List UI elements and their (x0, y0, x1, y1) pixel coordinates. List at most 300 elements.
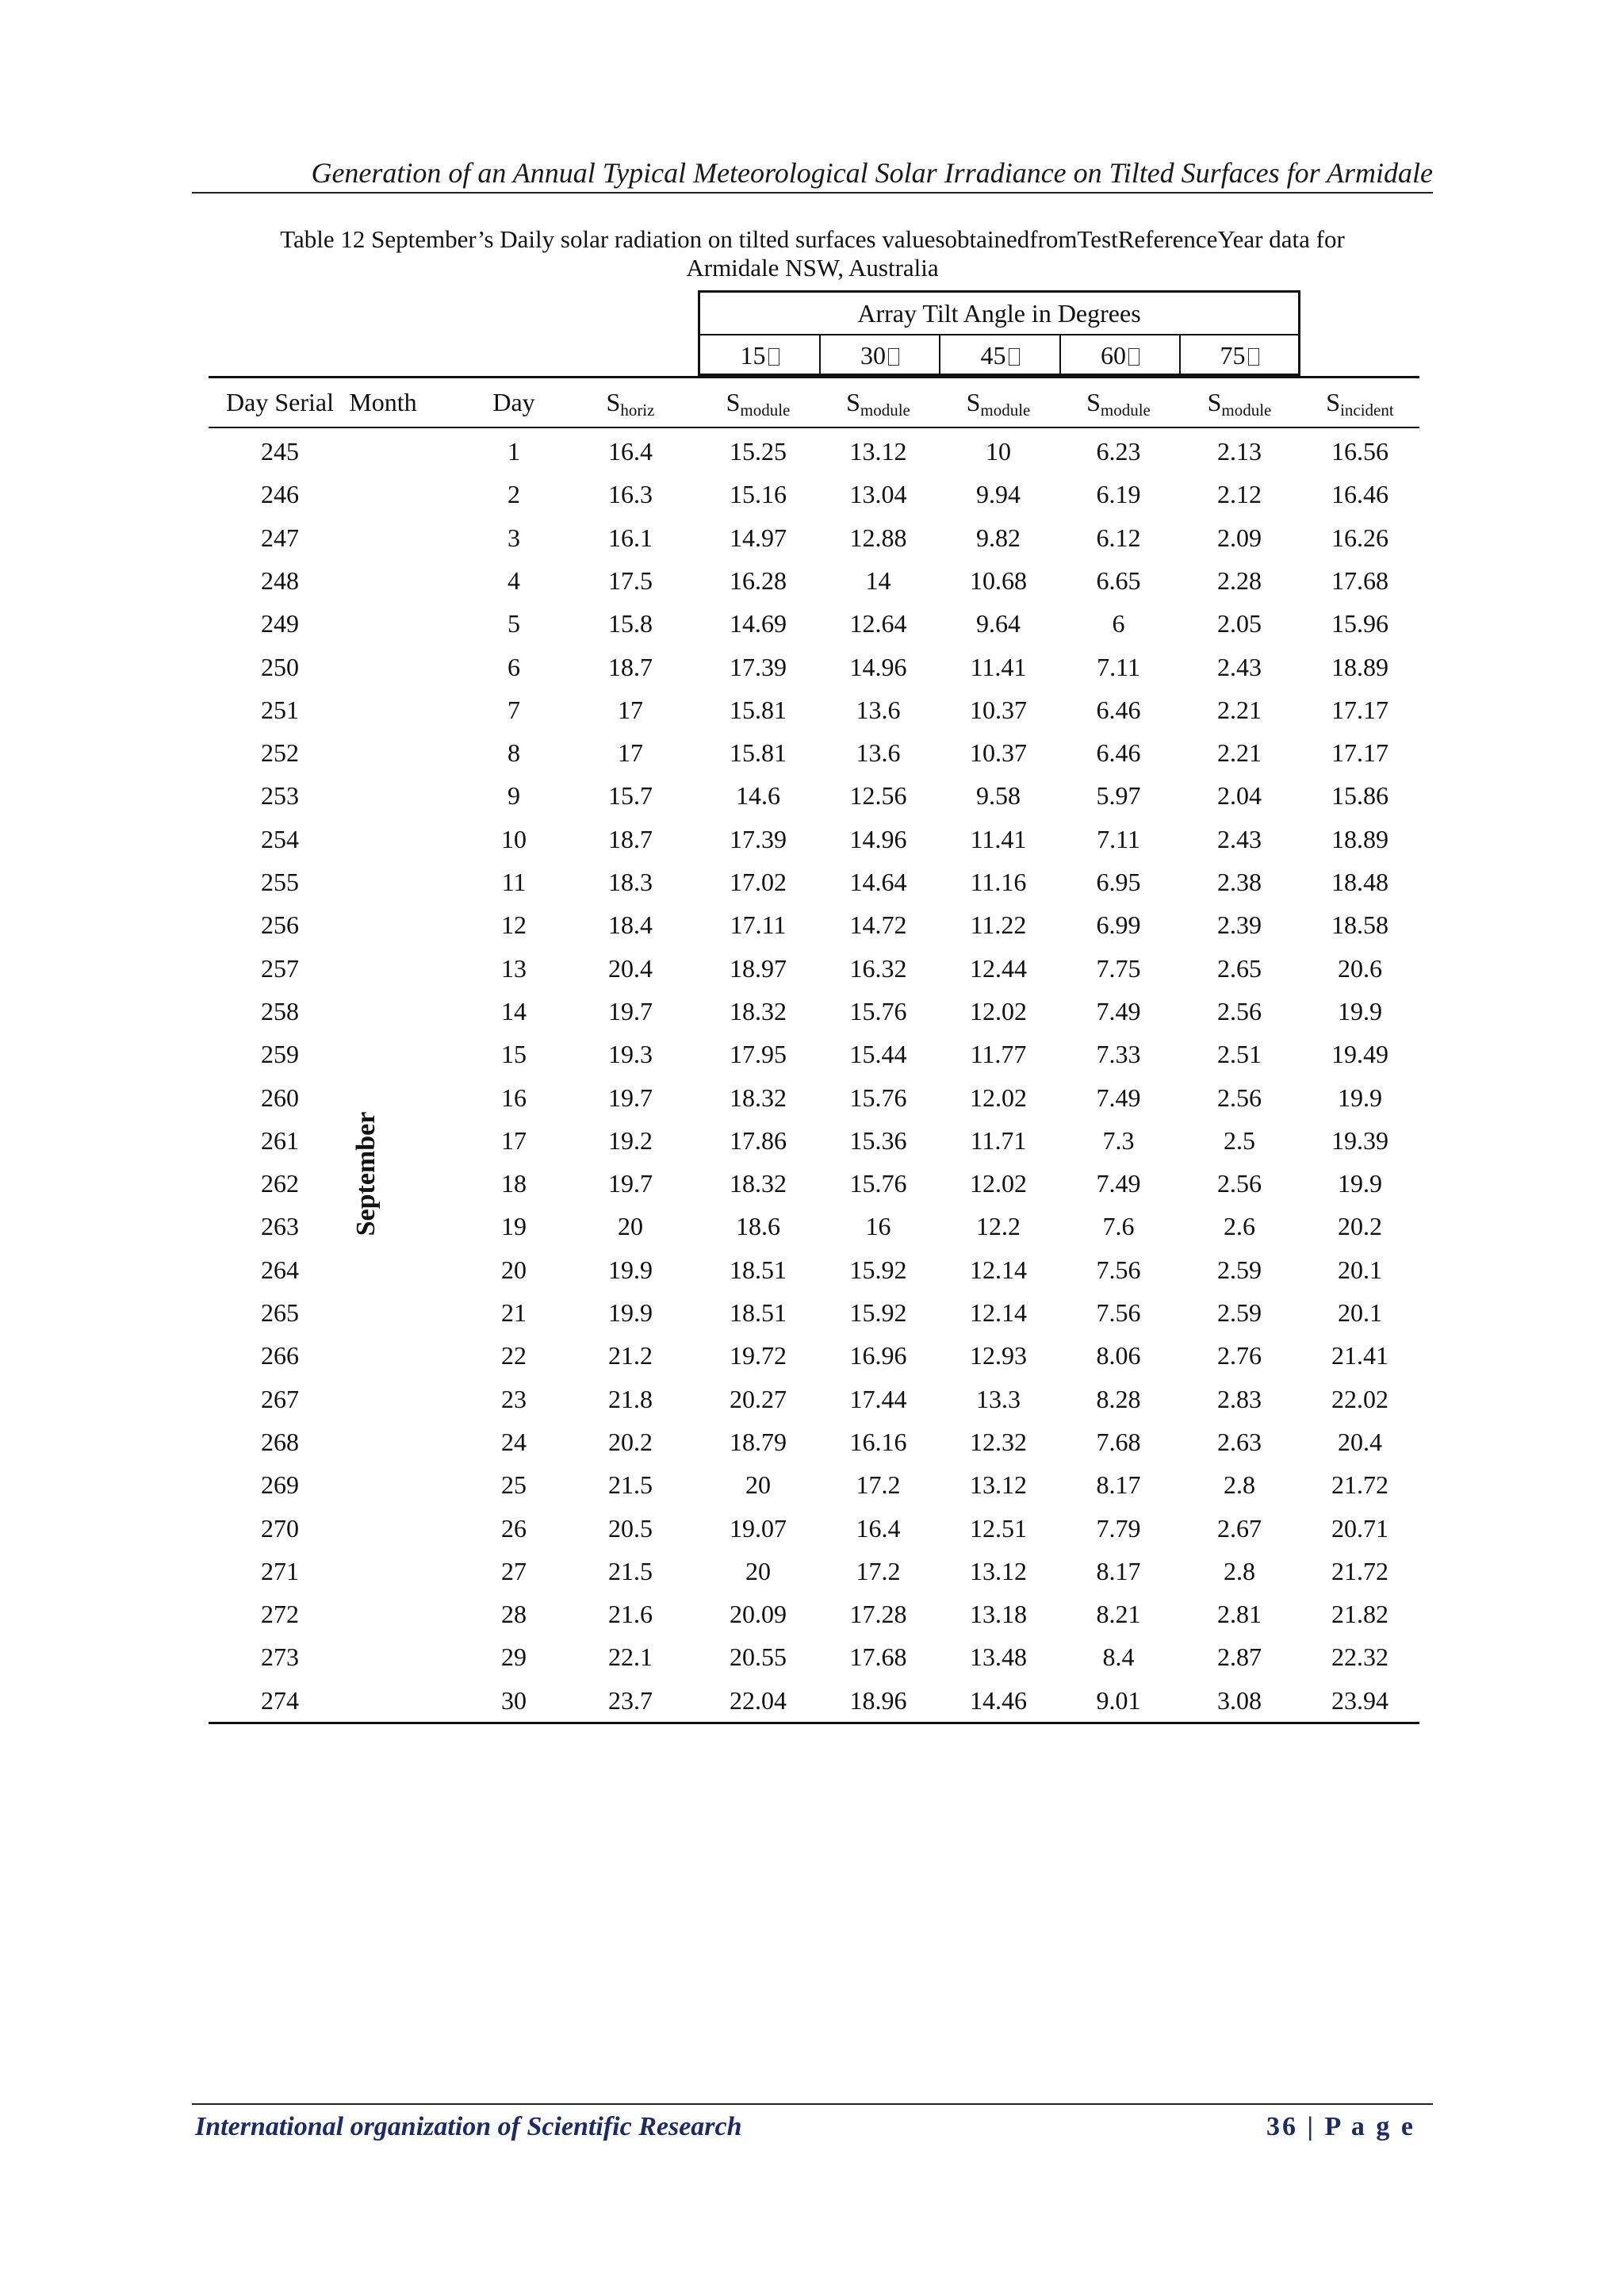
col-head-s-module-45 (938, 378, 1059, 427)
s-module-30-cell: 17.68 (849, 1642, 907, 1672)
s-module-15-cell: 20 (745, 1556, 771, 1585)
s-module-60-cell: 8.4 (1102, 1642, 1135, 1672)
day-cell: 27 (501, 1556, 527, 1585)
s-incident-cell: 20.4 (1338, 1427, 1382, 1456)
table-row (209, 1162, 1419, 1205)
footer-journal: International organization of Scientific Research (195, 2112, 742, 2141)
degree-glyph-box (1128, 348, 1139, 366)
s-module-30-cell: 15.36 (849, 1125, 907, 1155)
s-module-60-cell: 8.21 (1096, 1600, 1141, 1629)
s-module-45-cell: 13.12 (970, 1470, 1027, 1500)
s-module-75-cell: 2.59 (1217, 1255, 1262, 1284)
s-module-15-cell: 17.86 (730, 1125, 787, 1155)
day-cell: 25 (501, 1470, 527, 1500)
s-module-45-cell: 12.51 (970, 1513, 1027, 1543)
degree-glyph-box (768, 348, 779, 366)
s-horiz-cell: 19.7 (608, 1083, 653, 1112)
s-module-15-cell: 18.32 (730, 996, 787, 1025)
s-module-75-cell: 2.43 (1217, 652, 1262, 681)
degree-glyph-box (888, 348, 899, 366)
day-cell: 17 (501, 1125, 527, 1155)
s-module-60-cell: 7.33 (1096, 1040, 1141, 1069)
tilt-cell-60 (1061, 335, 1181, 376)
s-horiz-cell: 20.4 (608, 953, 653, 983)
s-module-45-cell: 13.12 (970, 1556, 1027, 1585)
col-head-s-module-75 (1178, 378, 1300, 427)
table-row (209, 646, 1419, 688)
day-cell: 14 (501, 996, 527, 1025)
day-serial-cell: 271 (261, 1556, 299, 1585)
s-incident-cell: 20.1 (1338, 1255, 1382, 1284)
tilt-cell-45 (940, 335, 1061, 376)
s-horiz-cell: 15.8 (608, 609, 653, 638)
s-subscript: module (1100, 401, 1151, 420)
s-module-15-cell: 15.16 (730, 480, 787, 509)
s-module-60-cell: 5.97 (1096, 781, 1141, 811)
s-horiz-cell: 16.3 (608, 480, 653, 509)
s-horiz-cell: 17 (618, 738, 643, 768)
s-module-75-cell: 2.13 (1217, 437, 1262, 466)
s-letter: S (1326, 388, 1341, 416)
degree-glyph-box (1009, 348, 1020, 366)
s-incident-cell: 23.94 (1331, 1685, 1388, 1715)
table-row (209, 430, 1419, 473)
s-module-15-cell: 20.55 (730, 1642, 787, 1672)
s-module-15-cell: 15.81 (730, 695, 787, 724)
s-horiz-cell: 21.5 (608, 1470, 653, 1500)
s-incident-cell: 17.17 (1331, 695, 1388, 724)
s-module-60-cell: 7.6 (1102, 1212, 1135, 1241)
s-module-45-cell: 11.71 (970, 1125, 1027, 1155)
s-module-75-cell: 2.8 (1224, 1556, 1255, 1585)
s-incident-cell: 18.89 (1331, 652, 1388, 681)
day-serial-cell: 256 (261, 910, 299, 940)
s-module-60-cell: 7.56 (1096, 1255, 1141, 1284)
s-incident-cell: 16.56 (1331, 437, 1388, 466)
table-row (209, 1205, 1419, 1248)
header-bottom-rule (209, 427, 1419, 428)
day-cell: 29 (501, 1642, 527, 1672)
s-horiz-cell: 18.7 (608, 652, 653, 681)
s-module-75-cell: 2.76 (1217, 1341, 1262, 1370)
day-cell: 5 (508, 609, 520, 638)
s-module-15-cell: 18.32 (730, 1169, 787, 1198)
s-module-45-cell: 9.58 (976, 781, 1021, 811)
s-module-45-cell: 9.94 (976, 480, 1021, 509)
s-letter: S (606, 388, 621, 416)
s-horiz-cell: 21.6 (608, 1600, 653, 1629)
s-incident-cell: 19.49 (1331, 1040, 1388, 1069)
s-module-15-cell: 18.51 (730, 1255, 787, 1284)
s-horiz-cell: 15.7 (608, 781, 653, 811)
s-module-60-cell: 7.11 (1097, 824, 1140, 853)
day-cell: 16 (501, 1083, 527, 1112)
day-cell: 4 (508, 565, 520, 595)
table-row (209, 1420, 1419, 1463)
s-module-60-cell: 8.28 (1096, 1384, 1141, 1413)
tilt-value: 30 (860, 341, 886, 370)
s-module-60-cell: 6.46 (1096, 738, 1141, 768)
s-module-45-cell: 11.41 (970, 824, 1027, 853)
s-module-75-cell: 2.5 (1224, 1125, 1255, 1155)
s-module-30-cell: 15.92 (849, 1255, 907, 1284)
s-module-15-cell: 14.97 (730, 523, 787, 552)
s-incident-cell: 20.6 (1338, 953, 1382, 983)
s-module-15-cell: 17.02 (730, 868, 787, 896)
s-incident-cell: 18.58 (1331, 910, 1388, 940)
s-letter: S (726, 388, 741, 416)
s-module-75-cell: 2.51 (1217, 1040, 1262, 1069)
table-row (209, 688, 1419, 731)
s-module-75-cell: 2.6 (1224, 1212, 1255, 1241)
day-serial-cell: 260 (261, 1083, 299, 1112)
s-module-30-cell: 12.56 (849, 781, 907, 811)
s-incident-cell: 22.02 (1331, 1384, 1388, 1413)
tilt-cell-75 (1181, 335, 1298, 376)
s-incident-cell: 19.9 (1338, 1169, 1382, 1198)
day-serial-cell: 273 (261, 1642, 299, 1672)
s-module-60-cell: 6.23 (1096, 437, 1141, 466)
s-module-15-cell: 15.25 (730, 437, 787, 466)
s-horiz-cell: 20.2 (608, 1427, 653, 1456)
s-letter: S (846, 388, 860, 416)
s-module-45-cell: 10.37 (970, 695, 1027, 724)
table-caption (192, 225, 1433, 282)
day-cell: 9 (508, 781, 520, 811)
s-module-60-cell: 6.19 (1096, 480, 1141, 509)
tilt-value: 75 (1220, 341, 1246, 370)
s-module-15-cell: 17.39 (730, 824, 787, 853)
s-incident-cell: 21.72 (1331, 1556, 1388, 1585)
s-module-45-cell: 11.77 (970, 1040, 1027, 1069)
table-row (209, 903, 1419, 946)
s-horiz-cell: 21.2 (608, 1341, 653, 1370)
day-serial-cell: 255 (261, 868, 299, 896)
day-serial-cell: 268 (261, 1427, 299, 1456)
s-module-45-cell: 12.2 (976, 1212, 1021, 1241)
day-cell: 2 (508, 480, 520, 509)
s-module-45-cell: 13.18 (970, 1600, 1027, 1629)
s-module-15-cell: 18.6 (736, 1212, 780, 1241)
caption-line-2: Armidale NSW, Australia (686, 254, 939, 282)
s-module-15-cell: 20.27 (730, 1384, 787, 1413)
s-module-30-cell: 17.2 (856, 1556, 901, 1585)
s-module-60-cell: 7.68 (1096, 1427, 1141, 1456)
s-module-45-cell: 10.68 (970, 565, 1027, 595)
s-horiz-cell: 19.3 (608, 1040, 653, 1069)
day-cell: 21 (501, 1298, 527, 1327)
s-module-75-cell: 2.12 (1217, 480, 1262, 509)
s-horiz-cell: 19.9 (608, 1255, 653, 1284)
s-module-60-cell: 6.46 (1096, 695, 1141, 724)
s-module-30-cell: 15.76 (849, 1169, 907, 1198)
s-module-30-cell: 15.92 (849, 1298, 907, 1327)
day-serial-cell: 258 (261, 996, 299, 1025)
s-module-15-cell: 14.69 (730, 609, 787, 638)
table-row (209, 1248, 1419, 1291)
running-header: Generation of an Annual Typical Meteorological Solar Irradiance on Tilted Surfaces for Armidale (311, 157, 1433, 189)
s-module-30-cell: 13.6 (856, 738, 901, 768)
degree-glyph-box (1248, 348, 1259, 366)
table-row (209, 861, 1419, 903)
day-serial-cell: 249 (261, 609, 299, 638)
day-cell: 3 (508, 523, 520, 552)
tilt-value: 60 (1101, 341, 1126, 370)
s-incident-cell: 21.72 (1331, 1470, 1388, 1500)
tilt-cell-30 (821, 335, 940, 376)
s-module-60-cell: 6.99 (1096, 910, 1141, 940)
s-module-60-cell: 7.56 (1096, 1298, 1141, 1327)
s-module-60-cell: 6 (1112, 609, 1125, 638)
s-incident-cell: 18.48 (1331, 868, 1388, 896)
s-module-30-cell: 16.32 (849, 953, 907, 983)
s-module-15-cell: 15.81 (730, 738, 787, 768)
s-module-60-cell: 7.49 (1096, 1083, 1141, 1112)
s-module-30-cell: 16.96 (849, 1341, 907, 1370)
day-serial-cell: 261 (261, 1125, 299, 1155)
s-subscript: incident (1340, 401, 1394, 420)
s-module-15-cell: 20.09 (730, 1600, 787, 1629)
s-module-45-cell: 11.41 (970, 652, 1027, 681)
s-horiz-cell: 16.1 (608, 523, 653, 552)
s-module-60-cell: 8.06 (1096, 1341, 1141, 1370)
day-serial-cell: 250 (261, 652, 299, 681)
s-incident-cell: 19.39 (1331, 1125, 1388, 1155)
col-head-day: Day (492, 388, 535, 416)
s-horiz-cell: 21.5 (608, 1556, 653, 1585)
day-cell: 7 (508, 695, 520, 724)
s-incident-cell: 19.9 (1338, 996, 1382, 1025)
s-module-30-cell: 14.96 (849, 652, 907, 681)
s-module-45-cell: 13.3 (976, 1384, 1021, 1413)
s-module-75-cell: 2.63 (1217, 1427, 1262, 1456)
table-row (209, 990, 1419, 1033)
s-module-75-cell: 2.39 (1217, 910, 1262, 940)
s-horiz-cell: 20.5 (608, 1513, 653, 1543)
day-cell: 12 (501, 910, 527, 940)
s-module-45-cell: 12.02 (970, 996, 1027, 1025)
s-module-15-cell: 14.6 (736, 781, 780, 811)
s-module-30-cell: 16 (865, 1212, 891, 1241)
s-module-15-cell: 17.11 (730, 910, 787, 940)
day-serial-cell: 274 (261, 1685, 299, 1715)
s-module-30-cell: 15.76 (849, 1083, 907, 1112)
s-incident-cell: 17.17 (1331, 738, 1388, 768)
table-row (209, 1593, 1419, 1635)
s-module-30-cell: 12.88 (849, 523, 907, 552)
s-incident-cell: 20.2 (1338, 1212, 1382, 1241)
table-row (209, 731, 1419, 774)
tilt-value: 45 (980, 341, 1006, 370)
table-row (209, 516, 1419, 559)
footer-rule (192, 2103, 1433, 2105)
s-horiz-cell: 19.7 (608, 1169, 653, 1198)
s-module-60-cell: 8.17 (1096, 1556, 1141, 1585)
s-module-45-cell: 14.46 (970, 1685, 1027, 1715)
table-row (209, 1507, 1419, 1550)
day-serial-cell: 246 (261, 480, 299, 509)
s-incident-cell: 15.96 (1331, 609, 1388, 638)
tilt-angle-group (698, 290, 1300, 376)
s-module-75-cell: 2.05 (1217, 609, 1262, 638)
s-incident-cell: 18.89 (1331, 824, 1388, 853)
s-module-15-cell: 22.04 (730, 1685, 787, 1715)
day-cell: 24 (501, 1427, 527, 1456)
day-serial-cell: 272 (261, 1600, 299, 1629)
s-module-60-cell: 7.49 (1096, 1169, 1141, 1198)
tilt-cell-15 (700, 335, 821, 376)
s-horiz-cell: 23.7 (608, 1685, 653, 1715)
col-head-day-serial: Day Serial (226, 388, 334, 416)
s-module-15-cell: 18.79 (730, 1427, 787, 1456)
s-subscript: horiz (620, 401, 655, 420)
table-row (209, 818, 1419, 861)
caption-line-1: Table 12 September’s Daily solar radiation on tilted surfaces valuesobtainedfromTestReferenceYear data for (280, 225, 1345, 253)
col-head-s-module-60 (1059, 378, 1178, 427)
table-row (209, 473, 1419, 516)
s-module-45-cell: 12.02 (970, 1083, 1027, 1112)
day-cell: 26 (501, 1513, 527, 1543)
day-serial-cell: 262 (261, 1169, 299, 1198)
s-module-30-cell: 13.12 (849, 437, 907, 466)
s-subscript: module (980, 401, 1031, 420)
s-letter: S (1086, 388, 1101, 416)
s-horiz-cell: 18.7 (608, 824, 653, 853)
day-serial-cell: 251 (261, 695, 299, 724)
s-module-30-cell: 15.76 (849, 996, 907, 1025)
s-module-75-cell: 2.67 (1217, 1513, 1262, 1543)
day-cell: 20 (501, 1255, 527, 1284)
s-module-75-cell: 2.09 (1217, 523, 1262, 552)
s-module-60-cell: 7.11 (1097, 652, 1140, 681)
day-serial-cell: 269 (261, 1470, 299, 1500)
s-horiz-cell: 19.2 (608, 1125, 653, 1155)
s-module-60-cell: 7.79 (1096, 1513, 1141, 1543)
s-module-75-cell: 2.56 (1217, 1169, 1262, 1198)
s-incident-cell: 15.86 (1331, 781, 1388, 811)
s-module-30-cell: 17.28 (849, 1600, 907, 1629)
s-module-75-cell: 2.81 (1217, 1600, 1262, 1629)
s-module-75-cell: 2.59 (1217, 1298, 1262, 1327)
s-module-30-cell: 14.72 (849, 910, 907, 940)
s-module-75-cell: 2.04 (1217, 781, 1262, 811)
s-module-75-cell: 2.87 (1217, 1642, 1262, 1672)
s-module-45-cell: 9.82 (976, 523, 1021, 552)
s-incident-cell: 20.71 (1331, 1513, 1388, 1543)
s-module-45-cell: 12.93 (970, 1341, 1027, 1370)
s-module-60-cell: 7.3 (1102, 1125, 1135, 1155)
table-row (209, 774, 1419, 817)
tilt-angle-group-title: Array Tilt Angle in Degrees (700, 293, 1298, 335)
s-module-45-cell: 12.44 (970, 953, 1027, 983)
s-horiz-cell: 21.8 (608, 1384, 653, 1413)
day-serial-cell: 252 (261, 738, 299, 768)
s-subscript: module (860, 401, 910, 420)
s-module-15-cell: 18.51 (730, 1298, 787, 1327)
day-serial-cell: 248 (261, 565, 299, 595)
s-module-15-cell: 18.97 (730, 953, 787, 983)
s-module-15-cell: 18.32 (730, 1083, 787, 1112)
day-cell: 22 (501, 1341, 527, 1370)
s-letter: S (966, 388, 981, 416)
s-module-75-cell: 2.65 (1217, 953, 1262, 983)
s-module-75-cell: 2.56 (1217, 1083, 1262, 1112)
table-row (209, 1635, 1419, 1678)
s-module-75-cell: 2.21 (1217, 738, 1262, 768)
day-serial-cell: 266 (261, 1341, 299, 1370)
day-serial-cell: 254 (261, 824, 299, 853)
tilt-value: 15 (740, 341, 766, 370)
day-cell: 15 (501, 1040, 527, 1069)
table-row (209, 1033, 1419, 1075)
s-module-60-cell: 6.95 (1096, 868, 1141, 896)
s-horiz-cell: 18.4 (608, 910, 653, 940)
s-horiz-cell: 16.4 (608, 437, 653, 466)
s-module-15-cell: 20 (745, 1470, 771, 1500)
table-row (209, 1291, 1419, 1334)
s-module-30-cell: 14.64 (849, 868, 907, 896)
s-module-75-cell: 2.43 (1217, 824, 1262, 853)
s-module-30-cell: 14 (865, 565, 891, 595)
s-incident-cell: 17.68 (1331, 565, 1388, 595)
table-row (209, 1378, 1419, 1420)
s-module-45-cell: 10 (986, 437, 1011, 466)
day-serial-cell: 253 (261, 781, 299, 811)
s-letter: S (1207, 388, 1222, 416)
s-module-30-cell: 13.04 (849, 480, 907, 509)
s-module-45-cell: 13.48 (970, 1642, 1027, 1672)
day-serial-cell: 245 (261, 437, 299, 466)
table-row (209, 602, 1419, 645)
footer-page-number: 36 | P a g e (1266, 2112, 1415, 2141)
day-cell: 10 (501, 824, 527, 853)
s-module-60-cell: 8.17 (1096, 1470, 1141, 1500)
column-headers (209, 378, 1419, 427)
col-head-s-incident (1300, 378, 1419, 427)
day-cell: 18 (501, 1169, 527, 1198)
s-horiz-cell: 19.7 (608, 996, 653, 1025)
s-incident-cell: 21.82 (1331, 1600, 1388, 1629)
s-module-60-cell: 7.49 (1096, 996, 1141, 1025)
s-module-45-cell: 9.64 (976, 609, 1021, 638)
s-incident-cell: 16.46 (1331, 480, 1388, 509)
col-head-s-horiz (583, 378, 678, 427)
day-cell: 23 (501, 1384, 527, 1413)
s-module-15-cell: 17.95 (730, 1040, 787, 1069)
table-row (209, 559, 1419, 602)
table-row (209, 1119, 1419, 1162)
day-cell: 11 (501, 868, 527, 896)
s-module-30-cell: 17.44 (849, 1384, 907, 1413)
day-cell: 30 (501, 1685, 527, 1715)
s-module-45-cell: 11.16 (970, 868, 1027, 896)
s-module-15-cell: 19.72 (730, 1341, 787, 1370)
s-module-15-cell: 16.28 (730, 565, 787, 595)
table-row (209, 1550, 1419, 1593)
s-module-60-cell: 9.01 (1096, 1685, 1141, 1715)
s-module-60-cell: 6.12 (1096, 523, 1141, 552)
s-module-30-cell: 18.96 (849, 1685, 907, 1715)
s-module-15-cell: 19.07 (730, 1513, 787, 1543)
day-serial-cell: 247 (261, 523, 299, 552)
s-incident-cell: 19.9 (1338, 1083, 1382, 1112)
month-label: September (351, 1111, 381, 1236)
day-serial-cell: 257 (261, 953, 299, 983)
day-cell: 6 (508, 652, 520, 681)
day-cell: 28 (501, 1600, 527, 1629)
table-row (209, 1334, 1419, 1377)
s-module-75-cell: 2.56 (1217, 996, 1262, 1025)
